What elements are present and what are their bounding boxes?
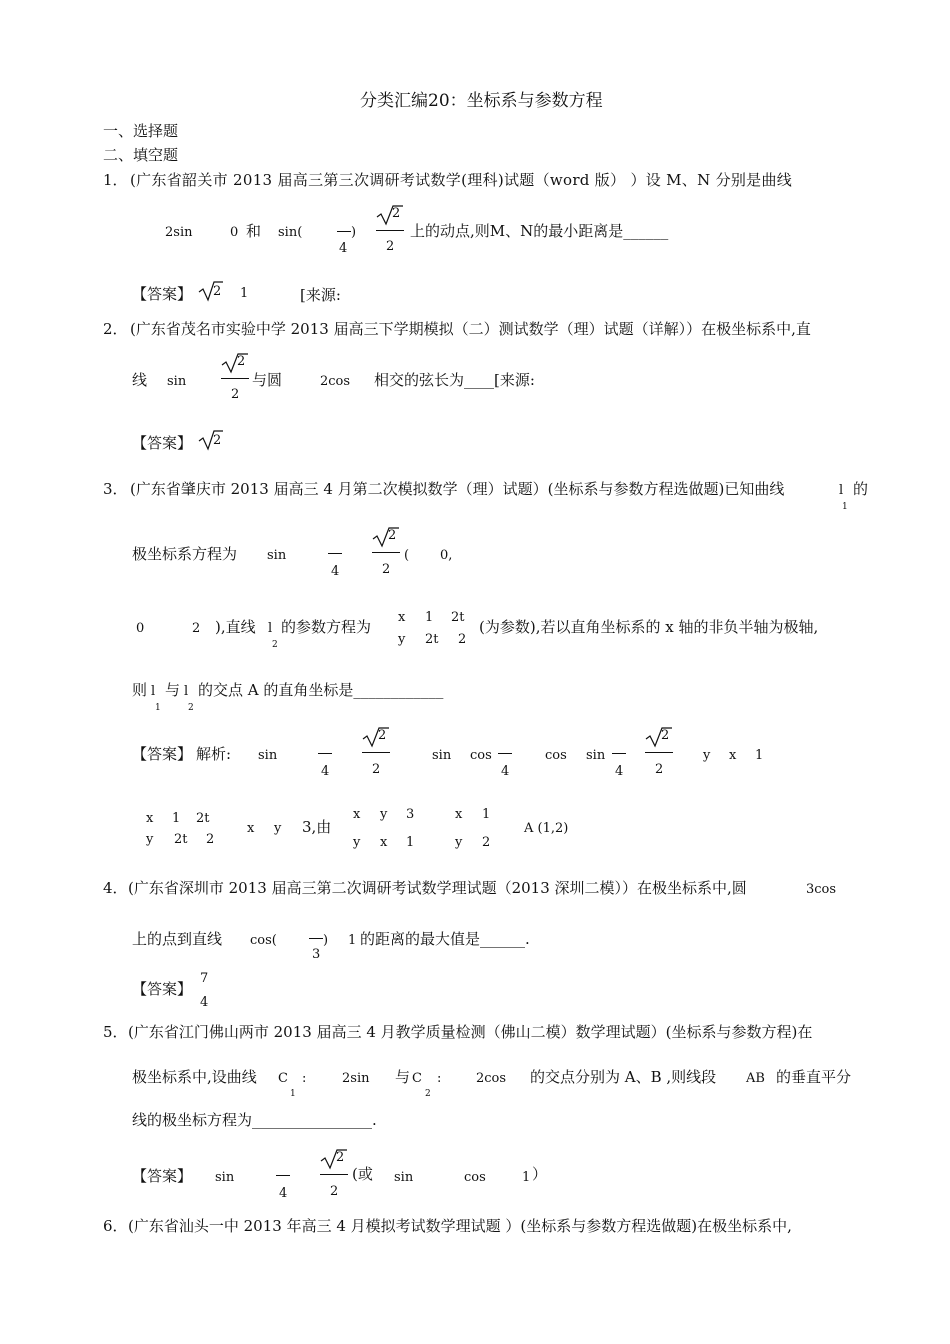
q3-text: ),直线	[215, 618, 256, 636]
q3-expr: x	[247, 821, 255, 836]
q3-expr: 1	[755, 748, 764, 763]
answer-label: 【答案】	[132, 1167, 193, 1185]
q3-expr: sin	[432, 748, 452, 763]
q4-tail: 的距离的最大值是______.	[360, 930, 530, 948]
q4-number: 4．	[103, 879, 128, 897]
fraction-bar	[221, 378, 249, 379]
fraction-bar	[276, 1175, 290, 1176]
q3-text: (广东省肇庆市 2013 届高三 4 月第二次模拟数学（理）试题）(坐标系与参数方程选做题)已知曲线	[130, 480, 785, 498]
q3-expr: cos	[470, 748, 492, 763]
q3-expr: sin	[267, 548, 287, 563]
q5-expr: C	[412, 1071, 422, 1086]
q3-expr: x	[729, 748, 737, 763]
q1-text: (广东省韶关市 2013 届高三第三次调研考试数学(理科)试题（word 版） ）设 M、N 分别是曲线	[130, 171, 793, 189]
answer-label: 【答案】	[132, 980, 193, 998]
system-eq: x	[455, 807, 463, 822]
q3-expr: 2	[655, 762, 664, 777]
q4-expr: 3	[312, 947, 321, 962]
q3-text: 3,由	[302, 818, 332, 836]
q5-expr: 2	[336, 1150, 345, 1165]
answer-value: 2	[213, 433, 222, 448]
q5-number: 5．	[103, 1023, 128, 1041]
param-eq: y	[398, 632, 406, 647]
q2-expr: sin	[167, 374, 187, 389]
q2-expr: 2	[231, 387, 240, 402]
q1-number: 1．	[103, 171, 128, 189]
system-eq: 2	[482, 835, 491, 850]
param-eq: 2	[206, 832, 215, 847]
q1-expr: 2	[386, 239, 395, 254]
q3-expr: (	[404, 548, 410, 563]
q3-text: 解析:	[196, 745, 232, 763]
q3-expr: l	[268, 621, 273, 636]
q3-expr: 2	[378, 728, 387, 743]
answer-label: 【答案】	[132, 434, 193, 452]
q3-text: 的交点 A 的直角坐标是____________	[198, 681, 444, 699]
system-eq: 3	[406, 807, 415, 822]
q2-text: 与圆	[252, 371, 283, 389]
section-choice: 一、选择题	[103, 122, 179, 140]
system-eq: 1	[406, 835, 415, 850]
q3-text: 的	[853, 480, 869, 498]
q1-expr: sin(	[278, 225, 303, 240]
q3-sub: 1	[842, 502, 848, 512]
q5-expr: 4	[279, 1186, 288, 1201]
q1-expr: 和	[246, 222, 262, 240]
q5-expr: sin	[215, 1170, 235, 1185]
fraction-bar	[328, 553, 342, 554]
q5-text: (或	[352, 1165, 373, 1183]
q3-text: 的参数方程为	[281, 618, 372, 636]
q2-tail: 相交的弦长为____[来源:	[374, 371, 535, 389]
q4-text: 上的点到直线	[132, 930, 223, 948]
q5-text: 与	[395, 1068, 411, 1086]
q5-text: 的垂直平分	[776, 1068, 852, 1086]
q3-expr: y	[274, 821, 282, 836]
q3-sub: 1	[155, 703, 161, 713]
q3-expr: cos	[545, 748, 567, 763]
q3-expr: 2	[661, 728, 670, 743]
answer-label: 【答案】	[132, 745, 193, 763]
system-eq: y	[353, 835, 361, 850]
param-eq: y	[146, 832, 154, 847]
q3-sub: 2	[272, 640, 278, 650]
q5-expr: C	[278, 1071, 288, 1086]
fraction-bar	[362, 752, 390, 753]
q3-expr: 4	[501, 764, 510, 779]
answer-value: 1	[240, 286, 249, 301]
system-eq: y	[380, 807, 388, 822]
q5-text: 线的极坐标方程为________________.	[132, 1111, 377, 1129]
q3-expr: sin	[258, 748, 278, 763]
q3-expr: sin	[586, 748, 606, 763]
q3-sub: 2	[188, 703, 194, 713]
q5-expr: sin	[394, 1170, 414, 1185]
q5-text: 的交点分别为 A、B ,则线段	[530, 1068, 717, 1086]
fraction-bar	[498, 753, 512, 754]
q2-expr: 2cos	[320, 374, 351, 389]
q1-expr: 4	[339, 241, 348, 256]
q3-expr: 0,	[440, 548, 453, 563]
q5-sub: 2	[425, 1089, 431, 1099]
q3-expr: 4	[615, 764, 624, 779]
q5-text: ）	[532, 1165, 548, 1183]
q5-expr: :	[437, 1071, 442, 1086]
param-eq: 2t	[174, 832, 188, 847]
page-title: 分类汇编20：坐标系与参数方程	[360, 91, 603, 111]
answer-value: 4	[200, 995, 209, 1010]
q1-expr: )	[351, 225, 357, 240]
q3-text: 与	[165, 681, 181, 699]
q5-expr: 2sin	[342, 1071, 370, 1086]
q3-expr: l	[151, 684, 156, 699]
fraction-bar	[376, 230, 404, 231]
param-eq: x	[398, 610, 406, 625]
q1-expr: 2sin	[165, 225, 193, 240]
fraction-bar	[645, 752, 673, 753]
param-eq: 2t	[425, 632, 439, 647]
q3-text: 极坐标系方程为	[132, 545, 238, 563]
q4-expr: )	[323, 933, 329, 948]
system-eq: 1	[482, 807, 491, 822]
q4-expr: 3cos	[806, 882, 837, 897]
q6-text: (广东省汕头一中 2013 年高三 4 月模拟考试数学理试题 ）(坐标系与参数方程选做题)在极坐标系中,	[128, 1217, 792, 1235]
q6-number: 6．	[103, 1217, 128, 1235]
q5-expr: 2cos	[476, 1071, 507, 1086]
answer-value: 2	[213, 284, 222, 299]
fraction-bar	[337, 231, 351, 232]
param-eq: 2t	[451, 610, 465, 625]
q2-expr: 2	[237, 354, 246, 369]
param-eq: x	[146, 811, 154, 826]
q1-tail: 上的动点,则M、N的最小距离是______	[410, 222, 669, 240]
q5-text: 极坐标系中,设曲线	[132, 1068, 257, 1086]
param-eq: 1	[172, 811, 181, 826]
q3-expr: l	[839, 483, 844, 498]
system-eq: x	[353, 807, 361, 822]
fraction-bar	[320, 1174, 348, 1175]
q5-expr: cos	[464, 1170, 486, 1185]
q5-sub: 1	[290, 1089, 296, 1099]
q3-expr: y	[703, 748, 711, 763]
q5-expr: 2	[330, 1184, 339, 1199]
q3-expr: l	[184, 684, 189, 699]
system-eq: y	[455, 835, 463, 850]
q1-expr: 0	[230, 225, 239, 240]
answer-label: 【答案】	[132, 285, 193, 303]
fraction-bar	[372, 552, 400, 553]
answer-value: A (1,2)	[524, 821, 569, 836]
fraction-bar	[309, 938, 323, 939]
q3-text: 则	[132, 681, 148, 699]
q4-expr: cos(	[250, 933, 277, 948]
fraction-bar	[612, 753, 626, 754]
param-eq: 2	[458, 632, 467, 647]
q5-expr: :	[302, 1071, 307, 1086]
system-eq: x	[380, 835, 388, 850]
q3-expr: 2	[192, 621, 201, 636]
q3-expr: 4	[321, 764, 330, 779]
q3-expr: 2	[382, 562, 391, 577]
q2-text: 线	[132, 371, 148, 389]
q4-text: (广东省深圳市 2013 届高三第二次调研考试数学理试题（2013 深圳二模））在极坐标系中,圆	[128, 879, 747, 897]
param-eq: 2t	[196, 811, 210, 826]
q1-expr: 2	[392, 206, 401, 221]
q3-text: (为参数),若以直角坐标系的 x 轴的非负半轴为极轴,	[479, 618, 819, 636]
q3-expr: 0	[136, 621, 145, 636]
fraction-bar	[318, 753, 332, 754]
answer-value: 7	[200, 971, 209, 986]
q2-number: 2．	[103, 320, 128, 338]
q3-expr: 4	[331, 564, 340, 579]
section-fill: 二、填空题	[103, 146, 179, 164]
q4-expr: 1	[348, 933, 357, 948]
q5-text: (广东省江门佛山两市 2013 届高三 4 月教学质量检测（佛山二模）数学理试题）(坐标系与参数方程)在	[128, 1023, 813, 1041]
q5-expr: 1	[522, 1170, 531, 1185]
q3-expr: 2	[388, 528, 397, 543]
q2-text: (广东省茂名市实验中学 2013 届高三下学期模拟（二）测试数学（理）试题（详解））在极坐标系中,直	[130, 320, 811, 338]
q5-expr: AB	[746, 1071, 765, 1086]
q3-number: 3．	[103, 480, 128, 498]
q3-expr: 2	[372, 762, 381, 777]
param-eq: 1	[425, 610, 434, 625]
answer-source: [来源:	[300, 286, 341, 304]
